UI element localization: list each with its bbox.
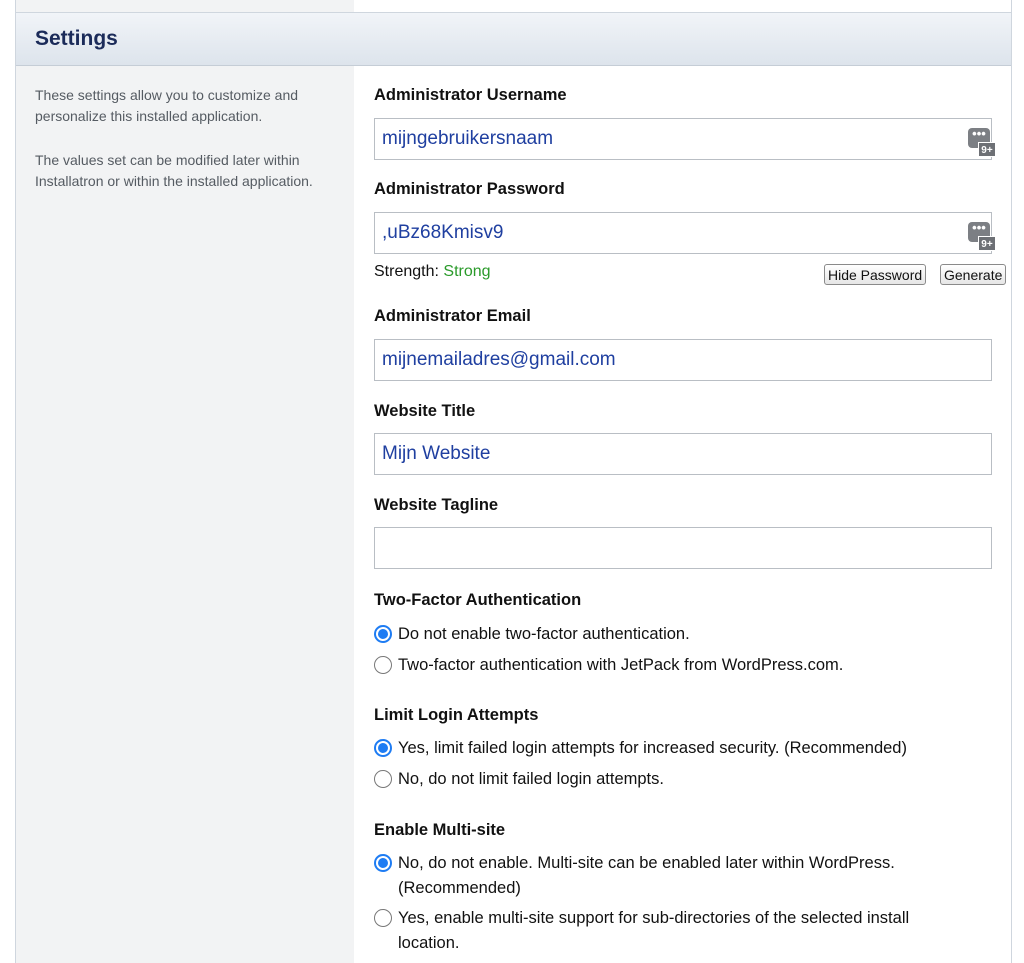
settings-panel (15, 0, 1012, 963)
top-strip (16, 0, 1011, 13)
radio-button[interactable] (374, 739, 392, 757)
site-tagline-field[interactable] (374, 527, 992, 569)
option-label: Do not enable two-factor authentication. (398, 625, 690, 643)
settings-form (354, 66, 1013, 963)
option-label: Two-factor authentication with JetPack from WordPress.com. (398, 656, 844, 674)
admin-password-input[interactable] (382, 213, 962, 253)
admin-username-label: Administrator Username (374, 86, 567, 104)
admin-email-field[interactable] (374, 339, 992, 381)
option-label: Yes, limit failed login attempts for increased security. (Recommended) (398, 739, 907, 757)
site-tagline-label: Website Tagline (374, 496, 499, 514)
admin-username-input[interactable] (382, 119, 962, 159)
two-factor-label: Two-Factor Authentication (374, 591, 582, 609)
option-label: No, do not enable. Multi-site can be enabled later within WordPress. (Recommended) (398, 854, 895, 897)
top-strip-sidebar (16, 0, 354, 12)
password-manager-icon[interactable] (968, 222, 996, 252)
site-title-field[interactable] (374, 433, 992, 475)
multisite-label: Enable Multi-site (374, 821, 506, 839)
sidebar-note: The values set can be modified later within Installatron or within the installed application. (35, 152, 313, 189)
dots-icon: ••• (968, 222, 990, 242)
radio-button[interactable] (374, 656, 392, 674)
admin-password-label: Administrator Password (374, 180, 565, 198)
radio-button[interactable] (374, 770, 392, 788)
count-badge: 9+ (978, 236, 996, 251)
password-manager-icon[interactable] (968, 128, 996, 158)
limit-login-label: Limit Login Attempts (374, 706, 539, 724)
option-label: Yes, enable multi-site support for sub-directories of the selected install location. (398, 909, 910, 952)
radio-button[interactable] (374, 909, 392, 927)
strength-label: Strength: (374, 263, 439, 280)
admin-username-field[interactable] (374, 118, 992, 160)
dots-icon: ••• (968, 128, 990, 148)
password-strength (374, 263, 491, 281)
admin-email-input[interactable] (382, 340, 962, 380)
radio-button[interactable] (374, 625, 392, 643)
site-title-label: Website Title (374, 402, 476, 420)
option-label: No, do not limit failed login attempts. (398, 770, 664, 788)
site-tagline-input[interactable] (382, 528, 962, 568)
sidebar-description: These settings allow you to customize and personalize this installed application. (35, 87, 299, 124)
site-title-input[interactable] (382, 434, 962, 474)
strength-value: Strong (443, 263, 491, 280)
settings-header (16, 13, 1011, 66)
generate-password-button[interactable]: Generate (940, 264, 1006, 285)
hide-password-button[interactable]: Hide Password (824, 264, 926, 285)
admin-password-field[interactable] (374, 212, 992, 254)
settings-sidebar (16, 66, 354, 963)
radio-button[interactable] (374, 854, 392, 872)
count-badge: 9+ (978, 142, 996, 157)
admin-email-label: Administrator Email (374, 307, 531, 325)
page-title: Settings (35, 27, 118, 50)
